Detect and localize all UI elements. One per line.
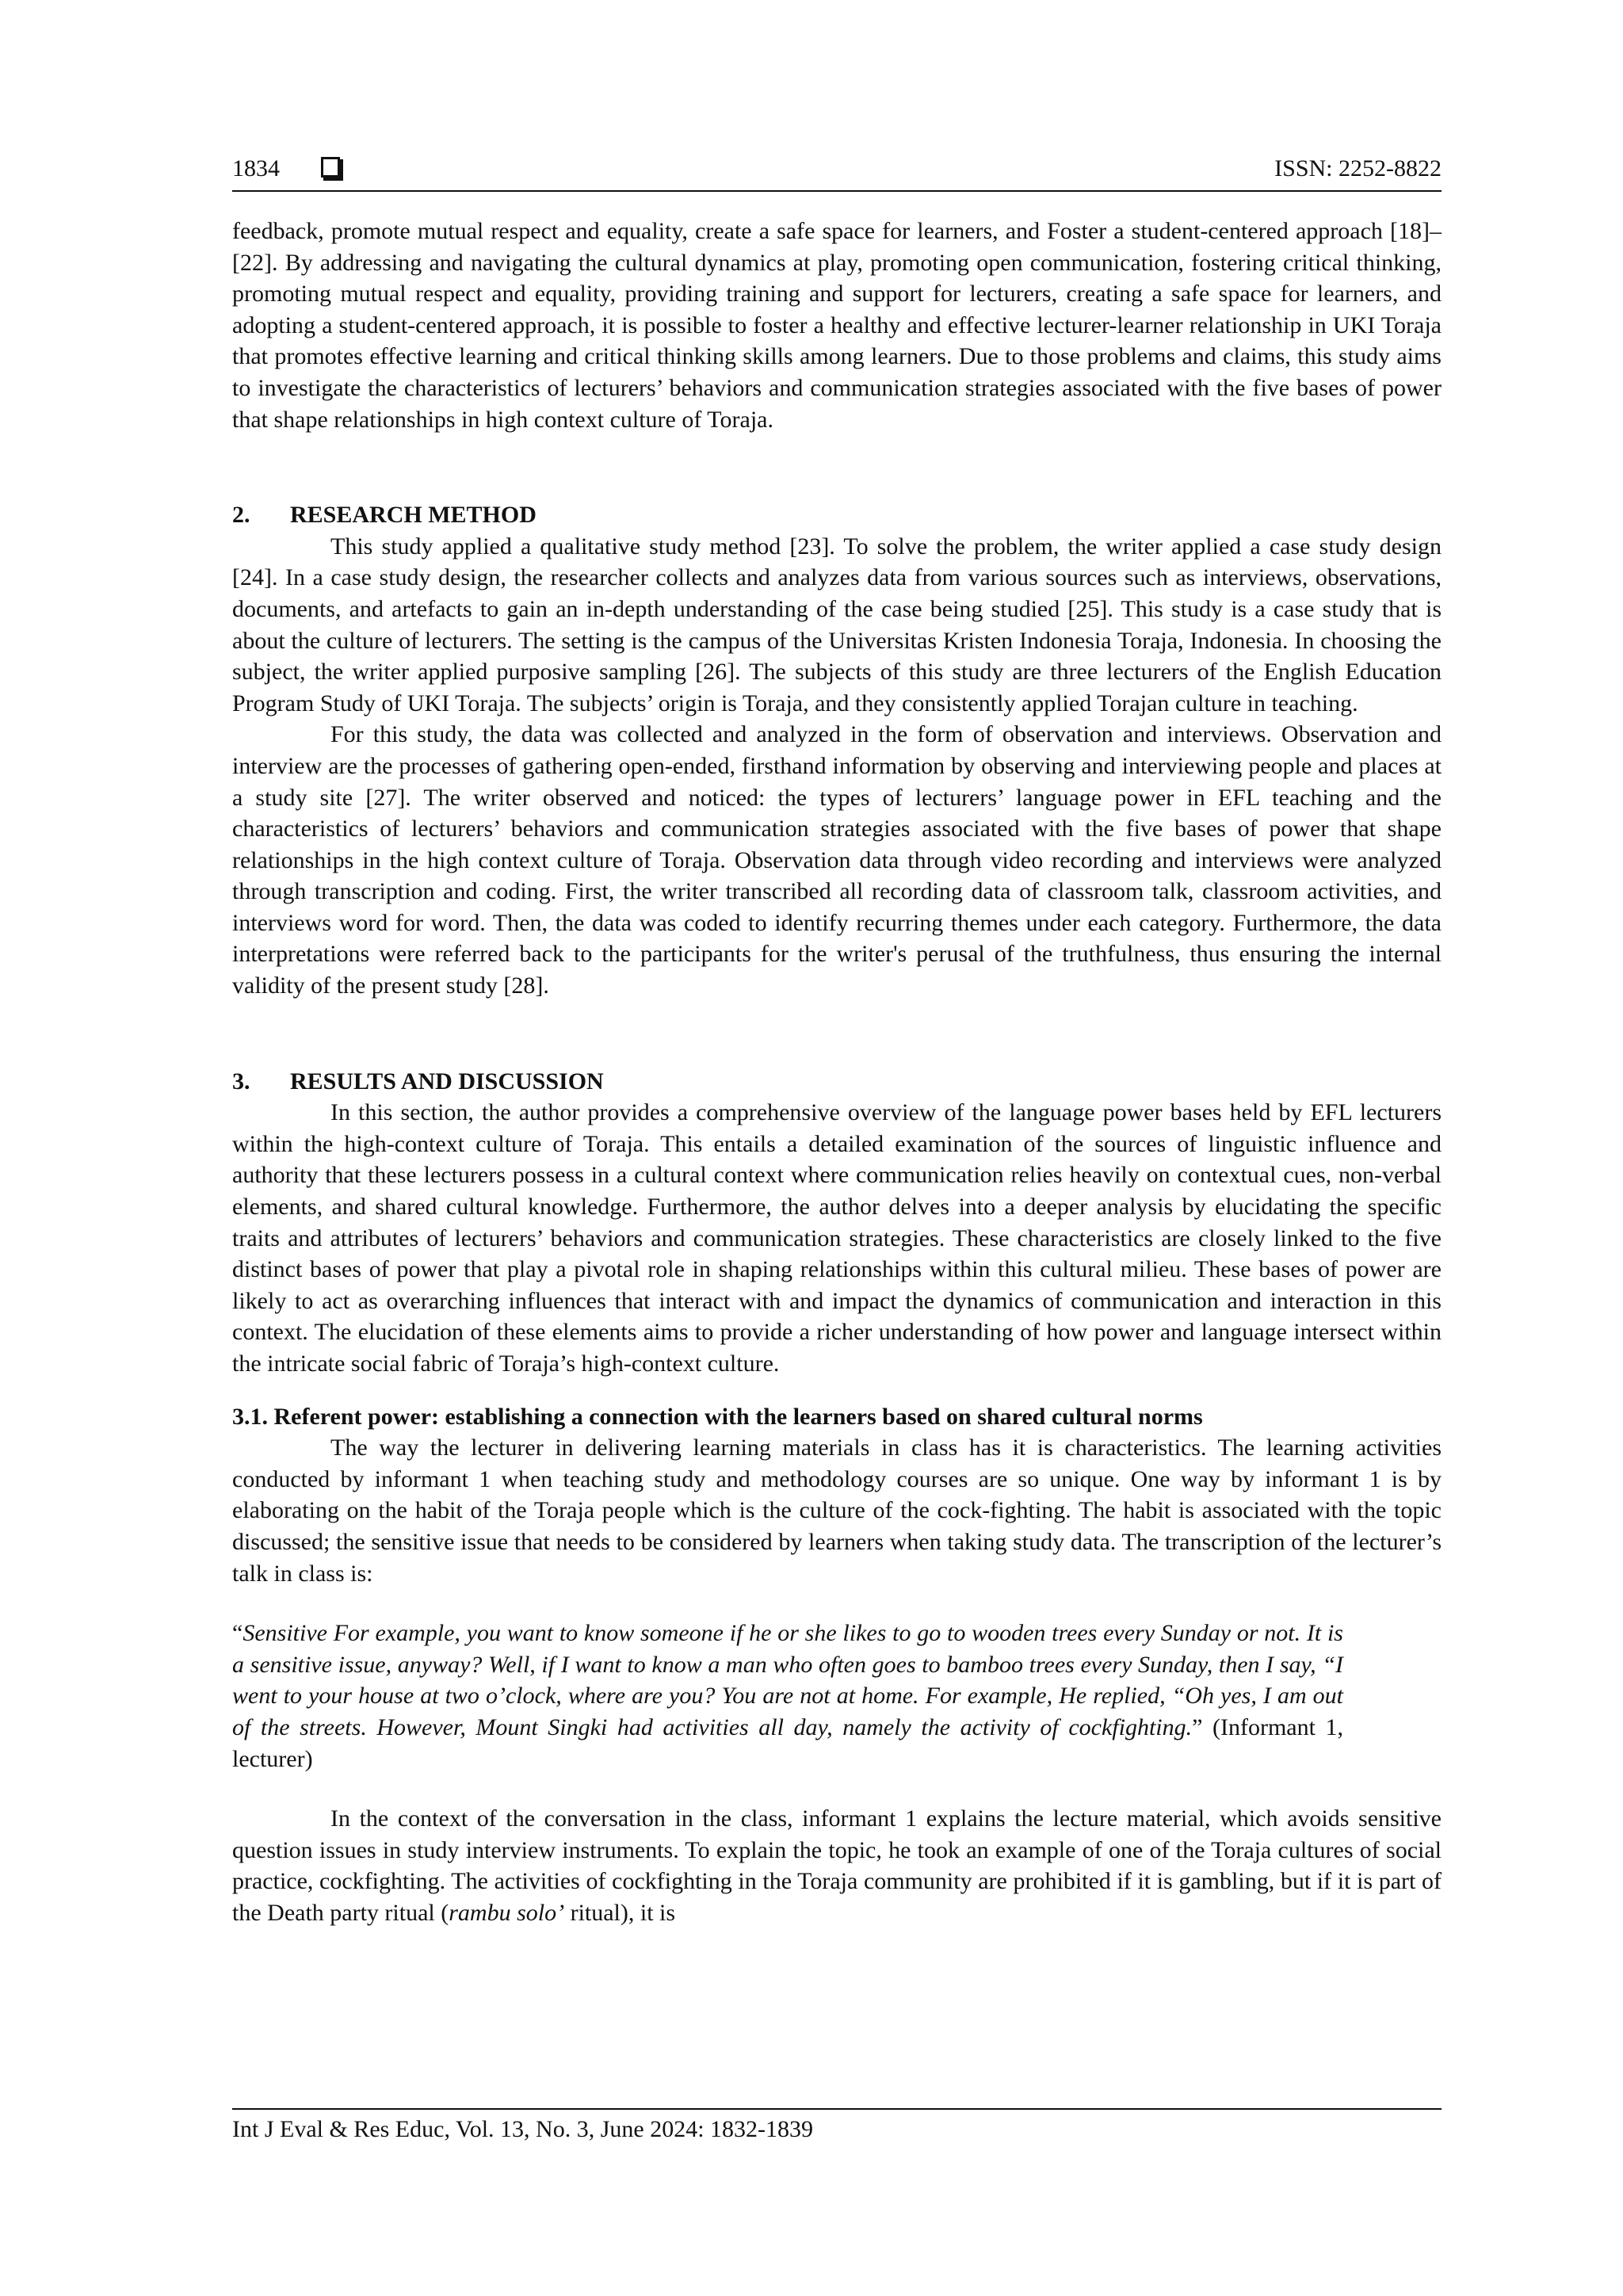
page-number: 1834 bbox=[232, 155, 280, 181]
method-paragraph-2: For this study, the data was collected and analyzed in the form of observation and interviews. Observation and interview are the processes of gathering open-ended, firsthand information by observing and interviewing people and places at a study site [27]. The writer observed and noticed: the types of lecturers’ language power in EFL teaching and the characteristics of lecturers’ behaviors and communication strategies associated with the five bases of power that shape relationships in the high context culture of Toraja. Observation data through video recording and interviews were analyzed through transcription and coding. First, the writer transcribed all recording data of classroom talk, classroom activities, and interviews word for word. Then, the data was coded to identify recurring themes under each category. Furthermore, the data interpretations were referred back to the participants for the writer's perusal of the truthfulness, thus ensuring the internal validity of the present study [28]. bbox=[232, 721, 1442, 999]
running-header bbox=[232, 155, 1442, 192]
referent-paragraph-2-tail: ritual), it is bbox=[564, 1899, 676, 1926]
article-body bbox=[232, 216, 1442, 1929]
journal-citation: Int J Eval & Res Educ, Vol. 13, No. 3, June 2024: 1832-1839 bbox=[232, 2116, 814, 2142]
quote-open-mark: “ bbox=[232, 1620, 243, 1647]
section-title: RESULTS AND DISCUSSION bbox=[290, 1068, 604, 1095]
issn-label: ISSN: 2252-8822 bbox=[1274, 155, 1442, 181]
running-footer bbox=[232, 2108, 1442, 2143]
results-paragraph-1: In this section, the author provides a comprehensive overview of the language power bases held by EFL lecturers within the high-context culture of Toraja. This entails a detailed examination of the sources of linguistic influence and authority that these lecturers possess in a cultural context where communication relies heavily on contextual cues, non-verbal elements, and shared cultural knowledge. Furthermore, the author delves into a deeper analysis by elucidating the specific traits and attributes of lecturers’ behaviors and communication strategies. These characteristics are closely linked to the five distinct bases of power that play a pivotal role in shaping relationships within this cultural milieu. These bases of power are likely to act as overarching influences that interact with and impact the dynamics of communication and interaction in this context. The elucidation of these elements aims to provide a richer understanding of how power and language intersect within the intricate social fabric of Toraja’s high-context culture. bbox=[232, 1099, 1442, 1377]
lecturer-quote bbox=[232, 1618, 1343, 1775]
referent-paragraph-1: The way the lecturer in delivering learning materials in class has it is characteristics. The learning activities conducted by informant 1 when teaching study and methodology courses are so unique. One way by informant 1 is by elaborating on the habit of the Toraja people which is the culture of the cock-fighting. The habit is associated with the topic discussed; the sensitive issue that needs to be considered by learners when taking study data. The transcription of the lecturer’s talk in class is: bbox=[232, 1435, 1442, 1587]
section-number: 2. bbox=[232, 502, 250, 529]
referent-paragraph-2 bbox=[232, 1803, 1442, 1928]
subsection-heading-referent-power: 3.1. Referent power: establishing a connection with the learners based on shared cultural norms bbox=[232, 1403, 1203, 1430]
box-bullet-icon bbox=[321, 157, 340, 178]
method-paragraph-1: This study applied a qualitative study method [23]. To solve the problem, the writer applied a case study design [24]. In a case study design, the researcher collects and analyzes data from various sources such as interviews, observations, documents, and artefacts to gain an in-depth understanding of the case being studied [25]. This study is a case study that is about the culture of lecturers. The setting is the campus of the Universitas Kristen Indonesia Toraja, Indonesia. In choosing the subject, the writer applied purposive sampling [26]. The subjects of this study are three lecturers of the English Education Program Study of UKI Toraja. The subjects’ origin is Toraja, and they consistently applied Torajan culture in teaching. bbox=[232, 533, 1442, 716]
referent-paragraph-2-text: In the context of the conversation in the class, informant 1 explains the lecture material, which avoids sensitive question issues in study interview instruments. To explain the topic, he took an example of one of the Toraja cultures of social practice, cockfighting. The activities of cockfighting in the Toraja community are prohibited if it is gambling, but if it is part of the Death party ritual ( bbox=[232, 1805, 1442, 1926]
quote-attribution: ” (Informant 1, lecturer) bbox=[232, 1713, 1344, 1772]
section-heading-results bbox=[232, 1066, 1442, 1098]
section-heading-research-method bbox=[232, 499, 1442, 531]
section-number: 3. bbox=[232, 1068, 250, 1095]
section-title: RESEARCH METHOD bbox=[290, 502, 537, 529]
quote-text: Sensitive For example, you want to know someone if he or she likes to go to wooden trees every Sunday or not. It is a sensitive issue, anyway? Well, if I want to know a man who often goes to bamboo trees every Sunday, then I say, “I went to your house at two o’clock, where are you? You are not at home. For example, He replied, “Oh yes, I am out of the streets. However, Mount Singki had activities all day, namely the activity of cockfighting. bbox=[232, 1620, 1343, 1740]
rambu-solo-term: rambu solo’ bbox=[449, 1899, 565, 1926]
paper-page bbox=[232, 0, 1442, 2296]
intro-continuation-paragraph: feedback, promote mutual respect and equality, create a safe space for learners, and Foster a student-centered approach [18]–[22]. By addressing and navigating the cultural dynamics at play, promoting open communication, fostering critical thinking, promoting mutual respect and equality, providing training and support for lecturers, creating a safe space for learners, and adopting a student-centered approach, it is possible to foster a healthy and effective lecturer-learner relationship in UKI Toraja that promotes effective learning and critical thinking skills among learners. Due to those problems and claims, this study aims to investigate the characteristics of lecturers’ behaviors and communication strategies associated with the five bases of power that shape relationships in high context culture of Toraja. bbox=[232, 218, 1442, 433]
